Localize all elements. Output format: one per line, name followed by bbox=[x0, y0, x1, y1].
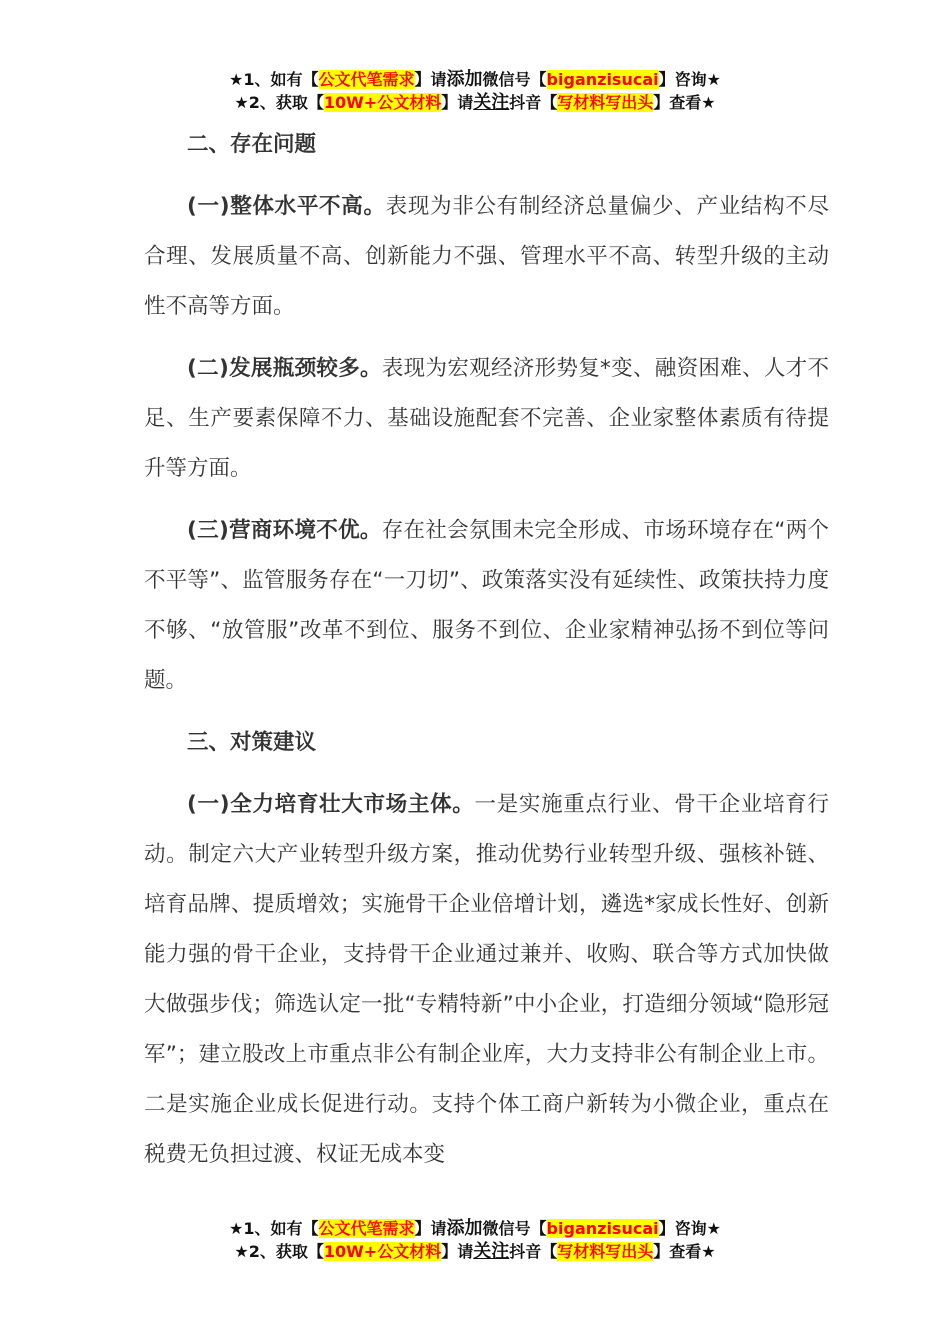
banner-highlight: 写材料写出头 bbox=[557, 93, 654, 112]
section-heading: 三、对策建议 bbox=[187, 730, 317, 755]
banner-highlight: biganzisucai bbox=[546, 70, 659, 89]
footer-banner bbox=[0, 1217, 950, 1263]
paragraph-text: 表现为非公有制经济总量偏少、产业结构不尽合理、发展质量不高、创新能力不强、管理水平不高、转型升级的主动性不高等方面。 bbox=[144, 194, 829, 319]
section-heading: 二、存在问题 bbox=[187, 132, 317, 157]
banner-highlight: 10W+公文材料 bbox=[323, 1242, 442, 1261]
banner-highlight: 写材料写出头 bbox=[557, 1242, 654, 1261]
banner-highlight: biganzisucai bbox=[546, 1219, 659, 1238]
banner-line-1: ★1、如有【公文代笔需求】请添加微信号【biganzisucai】咨询★ bbox=[229, 1218, 721, 1239]
header-banner bbox=[0, 68, 950, 114]
paragraph bbox=[144, 780, 829, 1180]
paragraph-lead: (一)整体水平不高。 bbox=[187, 194, 386, 219]
banner-highlight: 10W+公文材料 bbox=[323, 93, 442, 112]
paragraph-text: 一是实施重点行业、骨干企业培育行动。制定六大产业转型升级方案，推动优势行业转型升级、强核补链、培育品牌、提质增效；实施骨干企业倍增计划，遴选*家成长性好、创新能力强的骨干企业，支持骨干企业通过兼并、收购、联合等方式加快做大做强步伐；筛选认定一批“专精特新”中小企业，打造细分领域“隐形冠军”；建立股改上市重点非公有制企业库，大力支持非公有制企业上市。二是实施企业成长促进行动。支持个体工商户新转为小微企业，重点在税费无负担过渡、权证无成本变 bbox=[144, 792, 829, 1167]
banner-line-1: ★1、如有【公文代笔需求】请添加微信号【biganzisucai】咨询★ bbox=[229, 69, 721, 90]
paragraph bbox=[144, 182, 829, 332]
paragraph-text: 存在社会氛围未完全形成、市场环境存在“两个不平等”、监管服务存在“一刀切”、政策落实没有延续性、政策扶持力度不够、“放管服”改革不到位、服务不到位、企业家精神弘扬不到位等问题。 bbox=[144, 518, 830, 693]
banner-highlight: 公文代笔需求 bbox=[318, 1219, 415, 1238]
paragraph-text: 表现为宏观经济形势复*变、融资困难、人才不足、生产要素保障不力、基础设施配套不完善、企业家整体素质有待提升等方面。 bbox=[144, 356, 829, 481]
paragraph bbox=[144, 506, 829, 706]
paragraph-lead: (二)发展瓶颈较多。 bbox=[187, 356, 382, 381]
banner-line-2: ★2、获取【10W+公文材料】请关注抖音【写材料写出头】查看★ bbox=[234, 92, 716, 113]
banner-line-2: ★2、获取【10W+公文材料】请关注抖音【写材料写出头】查看★ bbox=[234, 1241, 716, 1262]
paragraph-lead: (一)全力培育壮大市场主体。 bbox=[187, 792, 475, 817]
banner-highlight: 公文代笔需求 bbox=[318, 70, 415, 89]
document-body bbox=[144, 120, 829, 1192]
paragraph bbox=[144, 344, 829, 494]
paragraph-lead: (三)营商环境不优。 bbox=[187, 518, 382, 543]
